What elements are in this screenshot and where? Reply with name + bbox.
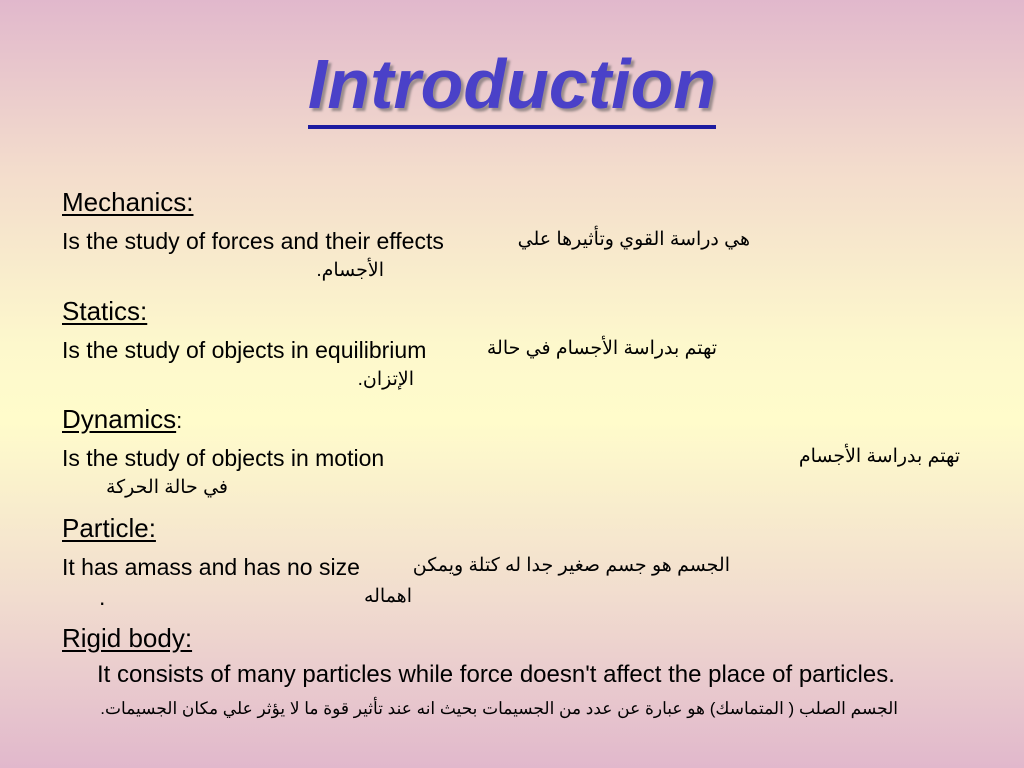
arabic-rigid-body: الجسم الصلب ( المتماسك) هو عبارة عن عدد من الجسيمات بحيث انه عند تأثير قوة ما لا يؤثر علي مكان الجسيمات.: [100, 699, 898, 718]
particle-period: .: [99, 584, 106, 610]
definition-statics: Is the study of objects in equilibrium: [62, 337, 427, 363]
arabic-statics-line1: تهتم بدراسة الأجسام في حالة: [486, 338, 717, 359]
heading-particle: Particle:: [62, 513, 156, 543]
arabic-dynamics-line1: تهتم بدراسة الأجسام: [798, 446, 960, 467]
heading-statics: Statics:: [62, 296, 148, 326]
definition-dynamics: Is the study of objects in motion: [62, 445, 385, 471]
arabic-mechanics-line2: الأجسام.: [316, 260, 384, 281]
arabic-particle-line2: اهماله: [363, 586, 412, 607]
heading-dynamics: Dynamics: [62, 404, 177, 434]
arabic-statics-line2: الإتزان.: [357, 369, 414, 390]
arabic-particle-line1: الجسم هو جسم صغير جدا له كتلة ويمكن: [412, 555, 730, 576]
arabic-dynamics-line2: في حالة الحركة: [105, 477, 228, 498]
arabic-mechanics-line1: هي دراسة القوي وتأثيرها علي: [517, 229, 750, 250]
definition-rigid-body: It consists of many particles while force doesn't affect the place of particles.: [97, 661, 895, 688]
heading-rigid-body: Rigid body:: [62, 623, 193, 653]
definition-mechanics: Is the study of forces and their effects: [62, 228, 444, 254]
slide-title: Introduction: [0, 44, 1024, 129]
heading-dynamics-wrapper: [62, 406, 182, 432]
heading-dynamics-colon: :: [176, 408, 183, 433]
heading-mechanics: Mechanics:: [62, 187, 194, 217]
definition-particle: It has amass and has no size: [62, 554, 360, 580]
